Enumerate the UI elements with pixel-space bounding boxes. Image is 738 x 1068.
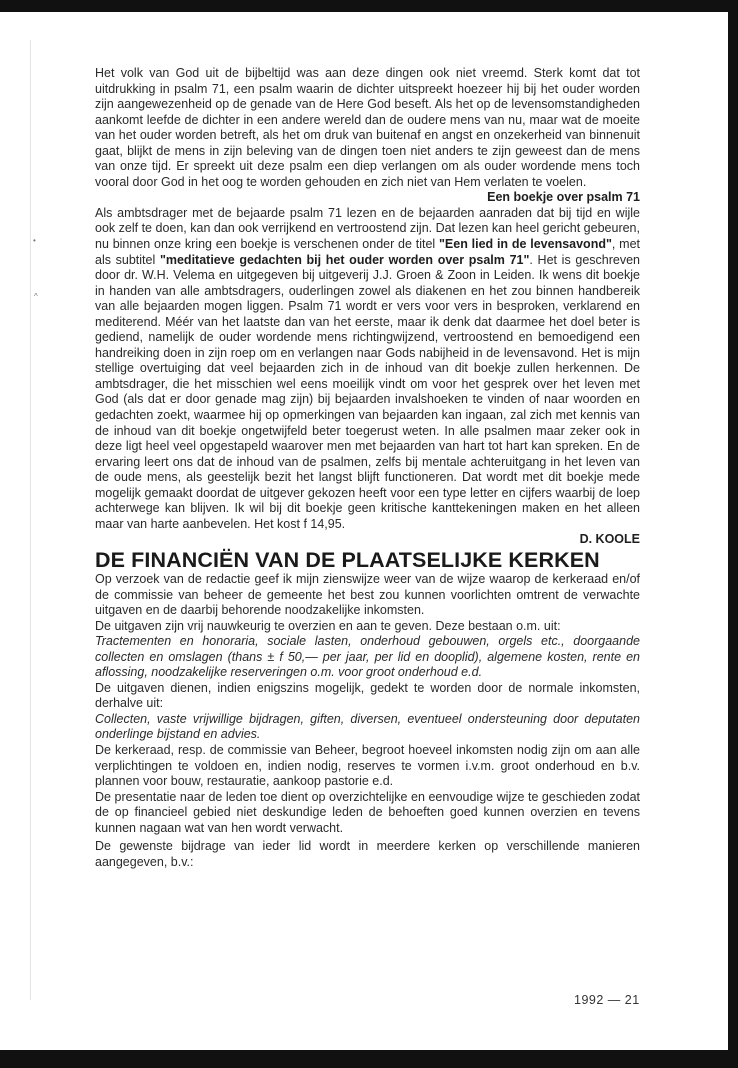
article2-title: DE FINANCIËN VAN DE PLAATSELIJKE KERKEN: [95, 547, 600, 572]
scan-border-bottom: [0, 1050, 738, 1068]
book-title: "Een lied in de levensavond": [439, 237, 612, 252]
article2-p1: Op verzoek van de redactie geef ik mijn zienswijze weer van de wijze waarop de kerkeraad en/of de commissie van beheer de gemeente het best zou kunnen voorlichten omtrent de verwachte uitgaven en de daarbij behorende noodzakelijke inkomsten.: [95, 571, 640, 618]
book-subtitle: "meditatieve gedachten bij het ouder worden over psalm 71": [159, 252, 530, 267]
article1-intro: Het volk van God uit de bijbeltijd was aan deze dingen ook niet vreemd. Sterk komt dat tot uitdrukking in psalm 71, een psalm waarin de dichter uitspreekt hoezeer hij bij het ouder worden zijn aangewezenheid op de genade van de Here God beseft. Als het op de levensomstandigheden aankomt leefde de dichter in een andere wereld dan de oudere mens van nu, maar wat de moeite van het ouder worden betreft, als het om druk van buitenaf en angst en onzekerheid van binnenuit gaat, blijkt de mens in zijn beleving van de dingen toen niet anders te zijn geweest dan de mens van onze tijd. Er spreekt uit deze psalm een diep verlangen om als ouder wordende mens toch vooral door God in het oog te worden gehouden en zich niet van Hem verlaten te voelen.: [95, 66, 640, 189]
scan-border-top: [0, 0, 738, 12]
article2-p2: De uitgaven zijn vrij nauwkeurig te overzien en aan te geven. Deze bestaan o.m. uit:: [95, 618, 561, 633]
margin-dot-icon: •: [33, 236, 36, 245]
article1-body: [95, 206, 640, 532]
article2-p6: De gewenste bijdrage van ieder lid wordt in meerdere kerken op verschillende manieren aangegeven, b.v.:: [95, 839, 640, 869]
page-edge-line: [30, 40, 31, 1000]
article1-body-part-a: Als ambtsdrager met de bejaarde psalm 71 lezen en de bejaarden aanraden dat bij tijd en wijle ook zelf te doen, kan dan ook verrijkend en vertroostend zijn. Dat lezen kan heel gericht gebeuren, nu binnen onze kring een boekje is verschenen onder de titel: [95, 205, 640, 252]
article2-income-list: [95, 712, 640, 743]
article1-body-part-b: , met als subtitel: [95, 237, 640, 267]
article1-signature: D. KOOLE: [579, 532, 640, 547]
article2-p5: De presentatie naar de leden toe dient op overzichtelijke en eenvoudige wijze te geschieden zodat de op financieel gebied niet deskundige leden de behoeften goed kunnen overzien en tevens kunnen nagaan wat van hen wordt verwacht.: [95, 789, 640, 835]
article2-income-list-text: Collecten, vaste vrijwillige bijdragen, giften, diversen, eventueel ondersteuning door deputaten onderlinge bijstand en advies.: [95, 711, 640, 742]
article1-subheading: Een boekje over psalm 71: [487, 190, 640, 205]
article2-p4: De kerkeraad, resp. de commissie van Beheer, begroot hoeveel inkomsten nodig zijn om aan alle verplichtingen te voldoen en, indien nodig, reserves te vormen i.v.m. groot onderhoud en b.v. plannen voor bouw, restauratie, aankoop pastorie e.d.: [95, 742, 640, 789]
article2-expenses-list-text: Tractementen en honoraria, sociale lasten, onderhoud gebouwen, orgels etc., doorgaande collecten en omslagen (thans ± f 50,— per jaar, per lid en dooplid), algemene kosten, rente en aflossing, noodzakelijke reserveringen o.m. voor groot onderhoud e.d.: [95, 634, 640, 680]
page-content: [95, 66, 640, 870]
scan-border-right: [728, 0, 738, 1068]
article2-p3: De uitgaven dienen, indien enigszins mogelijk, gedekt te worden door de normale inkomsten, derhalve uit:: [95, 680, 640, 711]
article1-body-part-c: . Het is geschreven door dr. W.H. Velema en uitgegeven bij uitgeverij J.J. Groen & Zoon in Leiden. Ik wens dit boekje in handen van alle ambtsdragers, ouderlingen zowel als diakenen en het zou binnen handbereik van alle bejaarden mogen liggen. Psalm 71 wordt er vers voor vers in besproken, verklarend en mediterend. Méér van het laatste dan van het eerste, maar ik denk dat daarmee het doel beter is gediend, namelijk de ouder wordende mens richtingwijzend, vertroostend en bemoedigend een handreiking doen in zijn roep om en verlangen naar Gods nabijheid in de levensavond. Het is mijn stellige overtuiging dat veel bejaarden zich in de inhoud van dit boekje zullen herkennen. De ambtsdrager, die het misschien wel eens moeilijk vindt om voor het gesprek over het leven met God (als dat er door genade mag zijn) bij bejaarden invalshoeken te vinden of naar woorden en gedachten zoekt, waarmee hij op opmerkingen van bejaarden kan ingaan, zal zich met kennis van de inhoud van dit boekje ongetwijfeld beter toegerust weten. In alle psalmen maar zeker ook in deze ligt heel veel opgestapeld waarover men met bejaarden van hart tot hart kan spreken. En de ervaring leert ons dat de inhoud van de psalmen, zelfs bij mentale achteruitgang in het leven van de oude mens, als geestelijk bezit het langst blijft functioneren. Dat wordt met dit boekje mede mogelijk gemaakt doordat de uitgever gekozen heeft voor een type letter en cijfers waarbij de loep achterwege kan blijven. Ik wil bij dit boekje geen kritische kanttekeningen maken en het alleen maar van harte aanbevelen. Het kost f 14,95.: [95, 252, 640, 531]
article2-expenses-list: [95, 634, 640, 681]
page-number: 1992 — 21: [574, 993, 640, 1007]
margin-mark-icon: ^: [34, 292, 38, 301]
